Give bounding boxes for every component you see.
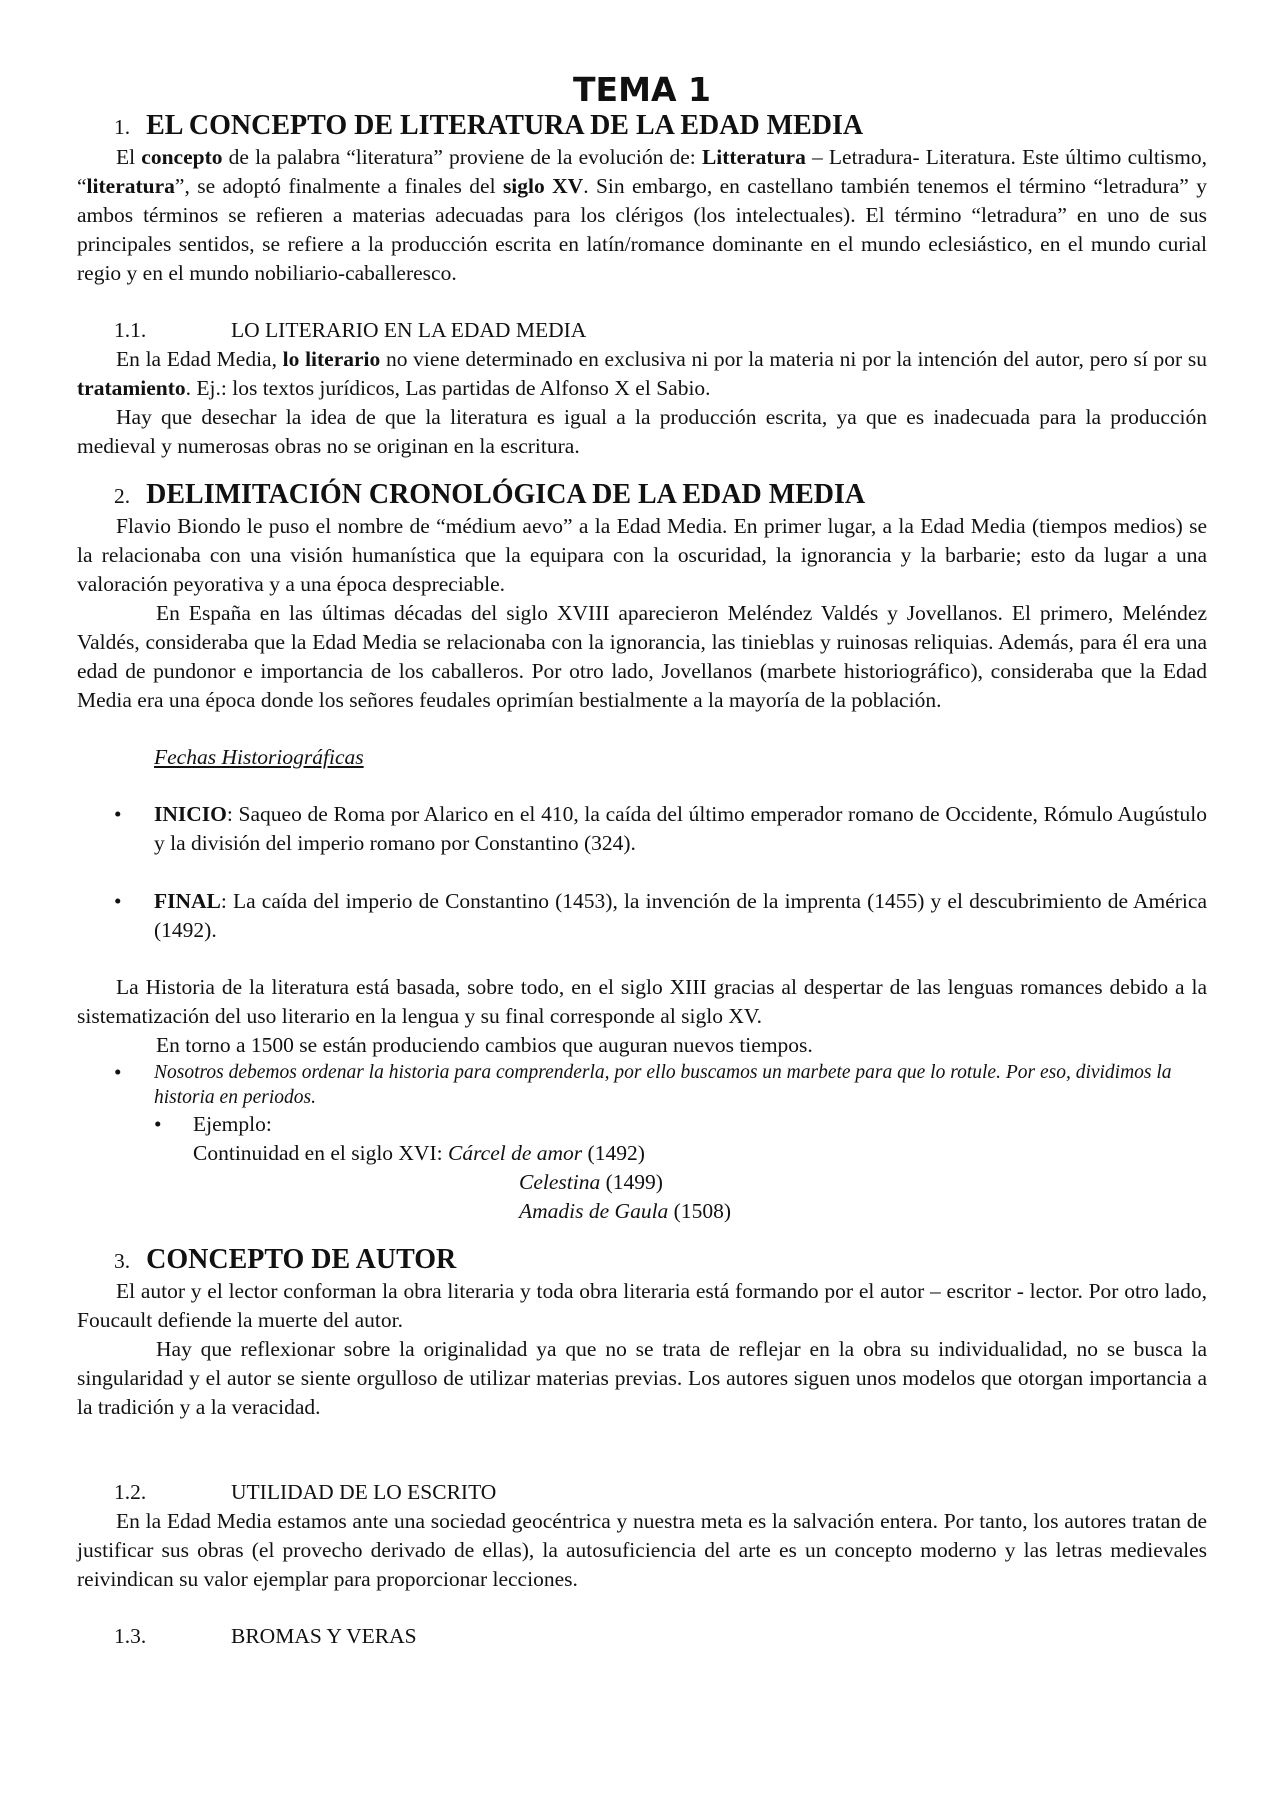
bold-term: lo literario [282,347,381,371]
continuity-label: Continuidad en el siglo XVI: [193,1141,448,1165]
paragraph: La Historia de la literatura está basada, sobre todo, en el siglo XIII gracias al despertar de las lenguas romances debido a la sistematización del uso literario en la lengua y su final corresponde al siglo XV. [77,975,1207,1028]
section-number: 1. [114,115,131,139]
section-3-heading [77,1244,1207,1277]
bold-term: Litteratura [701,145,806,169]
works-list [77,1139,1207,1226]
example-label: Ejemplo: [193,1112,272,1136]
subsection-number: 1.2. [114,1480,147,1504]
paragraph: En la Edad Media estamos ante una sociedad geocéntrica y nuestra meta es la salvación entera. Por tanto, los autores tratan de justificar sus obras (el provecho derivado de ellas), la autosuficiencia del arte es un concepto moderno y las letras medievales reivindican su valor ejemplar para proporcionar lecciones. [77,1509,1207,1591]
subsection-title: LO LITERARIO EN LA EDAD MEDIA [231,318,587,342]
subsection-number: 1.3. [114,1624,147,1648]
section-title: EL CONCEPTO DE LITERATURA DE LA EDAD MEDIA [146,110,864,141]
section-1-heading [77,110,1207,143]
work-title: Celestina [519,1170,601,1194]
work-year: (1492) [582,1141,645,1165]
inicio-text: : Saqueo de Roma por Alarico en el 410, la caída del último emperador romano de Occidente, Rómulo Augústulo y la división del imperio romano por Constantino (324). [154,802,1207,855]
paragraph: En torno a 1500 se están produciendo cambios que auguran nuevos tiempos. [156,1033,813,1057]
work-year: (1508) [668,1199,731,1223]
fechas-list [77,800,1207,945]
section-number: 2. [114,484,131,508]
section-2-heading [77,479,1207,512]
bold-term: tratamiento [77,376,186,400]
paragraph: Hay que reflexionar sobre la originalidad ya que no se trata de reflejar en la obra su individualidad, no se busca la singularidad y el autor se siente orgulloso de utilizar materias previas. Los autores siguen unos modelos que otorgan importancia a la tradición y a la veracidad. [77,1337,1207,1419]
paragraph: En España en las últimas décadas del siglo XVIII aparecieron Meléndez Valdés y Jovellanos. El primero, Meléndez Valdés, consideraba que la Edad Media se relacionaba con la ignorancia, las tinieblas y ruinosas reliquias. Además, para él era una edad de pundonor e importancia de los caballeros. Por otro lado, Jovellanos (marbete historiográfico), consideraba que la Edad Media era una época donde los señores feudales oprimían bestialmente a la mayoría de la población. [77,601,1207,712]
work-line [193,1168,1207,1197]
bold-term: literatura [86,174,175,198]
fechas-subheading: Fechas Historiográficas [154,745,364,769]
subsection-1-2-heading [77,1478,1207,1507]
paragraph: El concepto de la palabra “literatura” proviene de la evolución de: Litteratura – Letradura- Literatura. Este último cultismo, “literatura”, se adoptó finalmente a finales del siglo XV. Sin embargo, en castellano también tenemos el término “letradura” y ambos términos se refieren a materias adecuadas para los clérigos (los intelectuales). El término “letradura” en uno de sus principales sentidos, se refiere a la producción escrita en latín/romance dominante en el mundo eclesiástico, en el mundo curial regio y en el mundo nobiliario-caballeresco. [77,145,1208,285]
bold-term: concepto [141,145,223,169]
note-item [77,1060,1207,1110]
subsection-1-1-heading [77,316,1207,345]
section-title: DELIMITACIÓN CRONOLÓGICA DE LA EDAD MEDIA [146,479,866,510]
final-label: FINAL [154,889,221,913]
list-item [77,887,1207,945]
bullet: • [114,889,122,913]
paragraph: El autor y el lector conforman la obra literaria y toda obra literaria está formando por el autor – escritor - lector. Por otro lado, Foucault defiende la muerte del autor. [77,1279,1207,1332]
paragraph: Flavio Biondo le puso el nombre de “médium aevo” a la Edad Media. En primer lugar, a la Edad Media (tiempos medios) se la relacionaba con una visión humanística que la equipara con la oscuridad, la ignorancia y la barbarie; esto da lugar a una valoración peyorativa y a una época despreciable. [77,514,1207,596]
work-year: (1499) [600,1170,663,1194]
subsection-1-3-heading [77,1622,1207,1651]
work-line [193,1197,1207,1226]
bullet: • [114,1060,122,1084]
subsection-title: UTILIDAD DE LO ESCRITO [231,1480,497,1504]
bold-term: siglo XV [502,174,584,198]
final-text: : La caída del imperio de Constantino (1453), la invención de la imprenta (1455) y el descubrimiento de América (1492). [154,889,1207,942]
bullet: • [154,1112,162,1136]
list-item [77,800,1207,858]
paragraph: Hay que desechar la idea de que la literatura es igual a la producción escrita, ya que es inadecuada para la producción medieval y numerosas obras no se originan en la escritura. [77,405,1207,458]
subsection-title: BROMAS Y VERAS [231,1624,417,1648]
section-number: 3. [114,1249,131,1273]
inicio-label: INICIO [154,802,227,826]
work-title: Cárcel de amor [448,1141,583,1165]
section-title: CONCEPTO DE AUTOR [146,1244,457,1275]
paragraph: En la Edad Media, lo literario no viene determinado en exclusiva ni por la materia ni por la intención del autor, pero sí por su tratamiento. Ej.: los textos jurídicos, Las partidas de Alfonso X el Sabio. [77,347,1207,400]
work-title: Amadis de Gaula [519,1199,669,1223]
document-page [77,70,1207,1651]
work-line [193,1139,1207,1168]
subsection-number: 1.1. [114,318,147,342]
note-text: Nosotros debemos ordenar la historia para comprenderla, por ello buscamos un marbete para que lo rotule. Por eso, dividimos la historia en periodos. [154,1062,1172,1108]
example-item [77,1110,1207,1139]
bullet: • [114,802,122,826]
page-title: TEMA 1 [573,70,711,109]
